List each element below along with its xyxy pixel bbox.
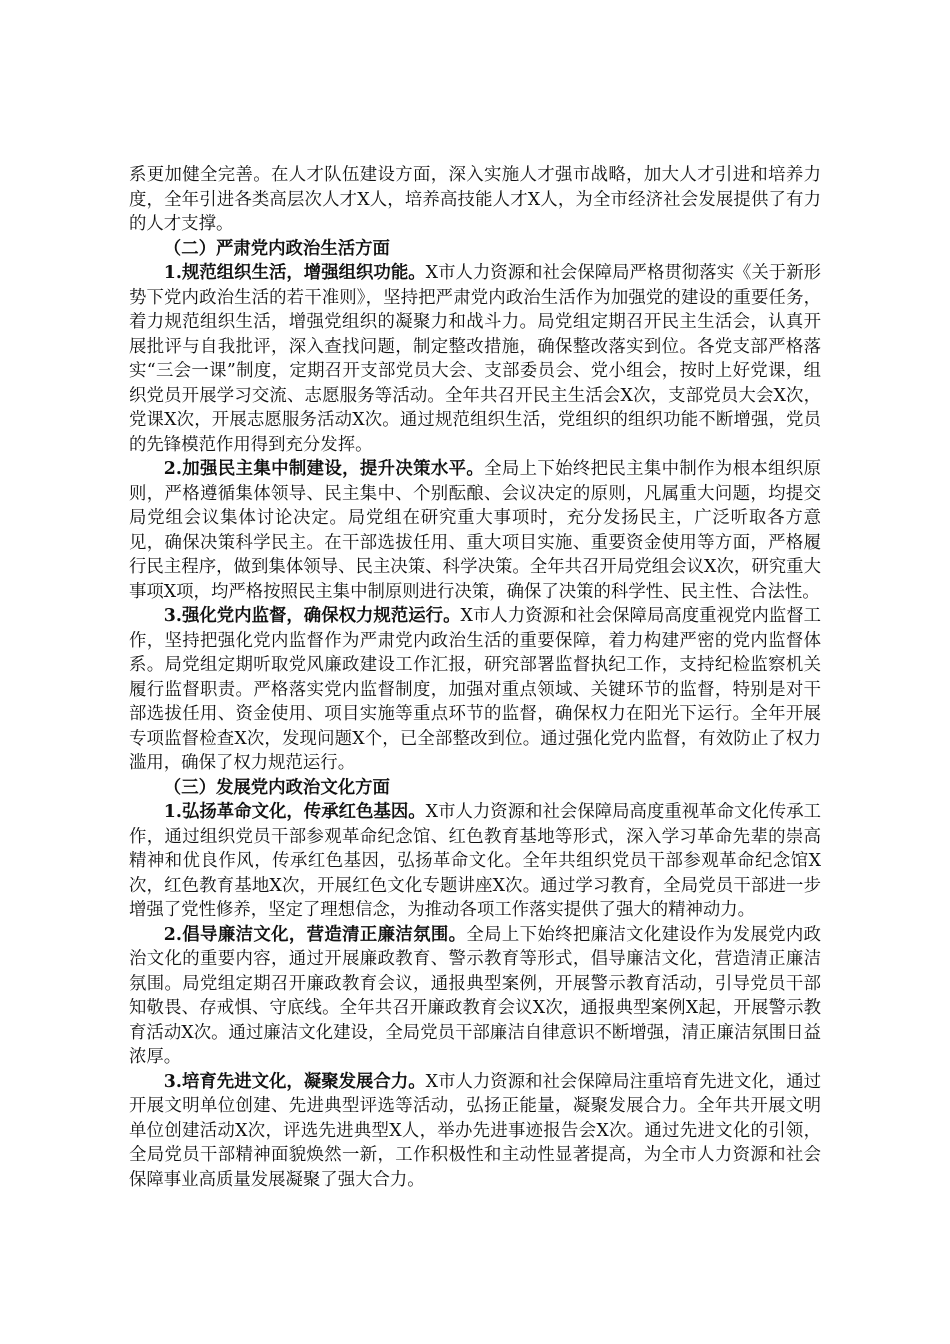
section-heading-3: （三）发展党内政治文化方面: [163, 777, 390, 798]
paragraph-lead: 2.倡导廉洁文化，营造清正廉洁氛围。: [163, 924, 467, 945]
paragraph-2-1: [129, 261, 821, 457]
paragraph-body: 全局上下始终把廉洁文化建设作为发展党内政治文化的重要内容，通过开展廉政教育、警示教育等形式，倡导廉洁文化，营造清正廉洁氛围。局党组定期召开廉政教育会议，通报典型案例，开展警示教育活动，引导党员干部知敬畏、存戒惧、守底线。全年共召开廉政教育会议X次，通报典型案例X起，开展警示教育活动X次。通过廉洁文化建设，全局党员干部廉洁自律意识不断增强，清正廉洁氛围日益浓厚。: [129, 924, 821, 1067]
paragraph-lead: 1.规范组织生活，增强组织功能。: [163, 263, 426, 283]
paragraph-2-3: [129, 604, 821, 776]
paragraph-3-2: [129, 923, 821, 1070]
paragraph-3-3: [129, 1070, 821, 1193]
intro-paragraph: 系更加健全完善。在人才队伍建设方面，深入实施人才强市战略，加大人才引进和培养力度，全年引进各类高层次人才X人，培养高技能人才X人，为全市经济社会发展提供了有力的人才支撑。: [129, 165, 821, 234]
paragraph-body: 全局上下始终把民主集中制作为根本组织原则，严格遵循集体领导、民主集中、个别酝酿、会议决定的原则，凡属重大问题，均提交局党组会议集体讨论决定。局党组在研究重大事项时，充分发扬民主，广泛听取各方意见，确保决策科学民主。在干部选拔任用、重大项目实施、重要资金使用等方面，严格履行民主程序，做到集体领导、民主决策、科学决策。全年共召开局党组会议X次，研究重大事项X项，均严格按照民主集中制原则进行决策，确保了决策的科学性、民主性、合法性。: [129, 459, 821, 602]
paragraph-body: X市人力资源和社会保障局高度重视革命文化传承工作，通过组织党员干部参观革命纪念馆、红色教育基地等形式，深入学习革命先辈的崇高精神和优良作风，传承红色基因，弘扬革命文化。全年共组织党员干部参观革命纪念馆X次，红色教育基地X次，开展红色文化专题讲座X次。通过学习教育，全局党员干部进一步增强了党性修养，坚定了理想信念，为推动各项工作落实提供了强大的精神动力。: [129, 802, 821, 920]
section-heading-2: （二）严肃党内政治生活方面: [163, 238, 390, 259]
paragraph-3-1: [129, 800, 821, 923]
paragraph-lead: 2.加强民主集中制建设，提升决策水平。: [163, 459, 485, 479]
paragraph-lead: 3.培育先进文化，凝聚发展合力。: [163, 1071, 426, 1092]
paragraph-body: X市人力资源和社会保障局高度重视党内监督工作，坚持把强化党内监督作为严肃党内政治生活的重要保障，着力构建严密的党内监督体系。局党组定期听取党风廉政建设工作汇报，研究部署监督执纪工作，支持纪检监察机关履行监督职责。严格落实党内监督制度，加强对重点领域、关键环节的监督，特别是对干部选拔任用、资金使用、项目实施等重点环节的监督，确保权力在阳光下运行。全年开展专项监督检查X次，发现问题X个，已全部整改到位。通过强化党内监督，有效防止了权力滥用，确保了权力规范运行。: [129, 606, 821, 773]
paragraph-2-2: [129, 457, 821, 604]
paragraph-body: X市人力资源和社会保障局严格贯彻落实《关于新形势下党内政治生活的若干准则》，坚持把严肃党内政治生活作为加强党的建设的重要任务，着力规范组织生活，增强党组织的凝聚力和战斗力。局党组定期召开民主生活会，认真开展批评与自我批评，深入查找问题，制定整改措施，确保整改落实到位。各党支部严格落实“三会一课”制度，定期召开支部党员大会、支部委员会、党小组会，按时上好党课，组织党员开展学习交流、志愿服务等活动。全年共召开民主生活会X次，支部党员大会X次，党课X次，开展志愿服务活动X次。通过规范组织生活，党组织的组织功能不断增强，党员的先锋模范作用得到充分发挥。: [129, 263, 821, 455]
paragraph-lead: 3.强化党内监督，确保权力规范运行。: [163, 606, 461, 626]
paragraph-body: X市人力资源和社会保障局注重培育先进文化，通过开展文明单位创建、先进典型评选等活动，弘扬正能量，凝聚发展合力。全年共开展文明单位创建活动X次，评选先进典型X人，举办先进事迹报告会X次。通过先进文化的引领，全局党员干部精神面貌焕然一新，工作积极性和主动性显著提高，为全市人力资源和社会保障事业高质量发展凝聚了强大合力。: [129, 1071, 821, 1190]
document-page: [129, 163, 821, 1192]
paragraph-lead: 1.弘扬革命文化，传承红色基因。: [163, 802, 426, 822]
